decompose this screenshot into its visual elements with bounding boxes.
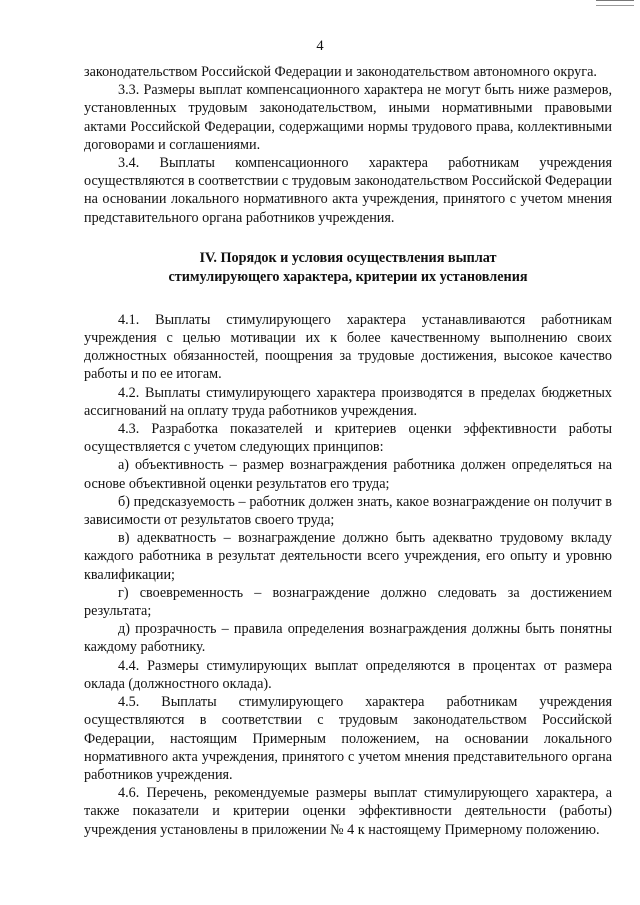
- principle-b: б) предсказуемость – работник должен знать, какое вознаграждение он получит в зависимости от результатов своего труда;: [84, 493, 612, 529]
- paragraph-4-2: 4.2. Выплаты стимулирующего характера производятся в пределах бюджетных ассигнований на оплату труда работников учреждения.: [84, 384, 612, 419]
- principle-d: г) своевременность – вознаграждение должно следовать за достижением результата;: [84, 584, 612, 620]
- paragraph-4-6: 4.6. Перечень, рекомендуемые размеры выплат стимулирующего характера, а также показатели и критерии оценки эффективности деятельности (работы) учреждения установлены в приложении № 4 к настоящему Примерному положению.: [84, 785, 612, 838]
- section-heading-line-1: IV. Порядок и условия осуществления выплат: [199, 249, 497, 266]
- scan-corner-mark: [596, 0, 634, 6]
- principle-e: д) прозрачность – правила определения вознаграждения должны быть понятны каждому работнику.: [84, 621, 612, 656]
- paragraph-4-3: 4.3. Разработка показателей и критериев оценки эффективности работы осуществляется с учетом следующих принципов:: [84, 421, 612, 456]
- paragraph-3-4: 3.4. Выплаты компенсационного характера работникам учреждения осуществляются в соответствии с трудовым законодательством Российской Федерации на основании локального нормативного акта учреждения, принятого с учетом мнения представительного органа работников учреждения.: [84, 155, 612, 226]
- section-heading: [84, 249, 612, 287]
- document-body: [84, 63, 612, 839]
- section-heading-line-2: стимулирующего характера, критерии их установления: [168, 268, 528, 285]
- page-number: 4: [316, 38, 324, 54]
- paragraph-4-5: 4.5. Выплаты стимулирующего характера работникам учреждения осуществляются в соответствии с трудовым законодательством Российской Федерации, настоящим Примерным положением, на основании локального нормативного акта учреждения, принятого с учетом мнения представительного органа работников учреждения.: [84, 694, 612, 783]
- principle-a: а) объективность – размер вознаграждения работника должен определяться на основе объективной оценки результатов его труда;: [84, 457, 612, 492]
- paragraph-4-1: 4.1. Выплаты стимулирующего характера устанавливаются работникам учреждения с целью мотивации их к более качественному выполнению своих должностных обязанностей, поощрения за трудовые достижения, высокое качество работы и по ее итогам.: [84, 311, 612, 383]
- paragraph-continuation: законодательством Российской Федерации и законодательством автономного округа.: [84, 64, 597, 80]
- paragraph-4-4: 4.4. Размеры стимулирующих выплат определяются в процентах от размера оклада (должностного оклада).: [84, 657, 612, 692]
- principle-c: в) адекватность – вознаграждение должно быть адекватно трудовому вкладу каждого работника в результат деятельности всего учреждения, его опыту и уровню квалификации;: [84, 530, 612, 583]
- paragraph-3-3: 3.3. Размеры выплат компенсационного характера не могут быть ниже размеров, установленных трудовым законодательством, иными нормативными правовыми актами Российской Федерации, содержащими нормы трудового права, коллективными договорами и соглашениями.: [84, 82, 612, 153]
